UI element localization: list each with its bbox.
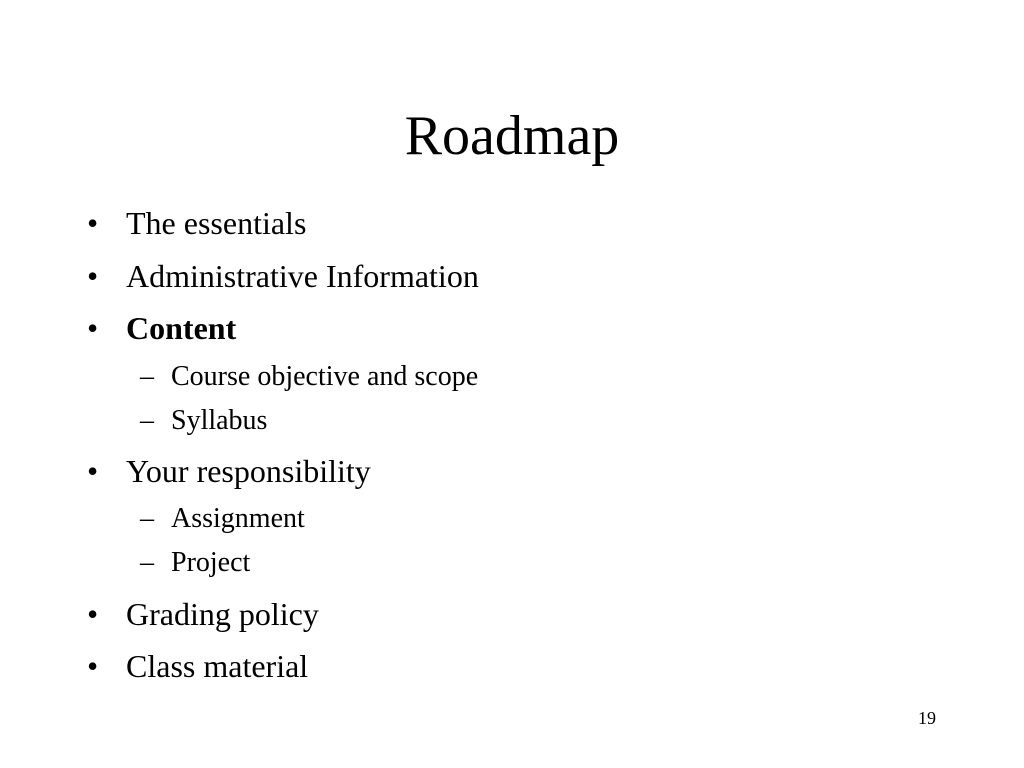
dash-icon: – xyxy=(140,405,154,436)
dash-icon: – xyxy=(140,361,154,392)
bullet-item-label: Class material xyxy=(126,648,309,684)
sub-bullet-item-label: Syllabus xyxy=(171,405,268,436)
sub-bullet-item-label: Assignment xyxy=(171,503,305,534)
slide-title: Roadmap xyxy=(404,105,620,167)
sub-bullet-item-label: Course objective and scope xyxy=(171,361,479,392)
bullet-item-label: Your responsibility xyxy=(126,453,371,489)
bullet-icon: • xyxy=(87,258,99,294)
bullet-item-label: Administrative Information xyxy=(126,258,479,294)
bullet-icon: • xyxy=(87,596,99,632)
page-number: 19 xyxy=(918,708,936,728)
bullet-icon: • xyxy=(87,453,99,489)
bullet-item-label: The essentials xyxy=(126,205,307,241)
bullet-icon: • xyxy=(87,205,99,241)
bullet-item-label: Grading policy xyxy=(126,596,319,632)
bullet-item-label: Content xyxy=(126,310,237,346)
dash-icon: – xyxy=(140,547,154,578)
bullet-icon: • xyxy=(87,648,99,684)
bullet-icon: • xyxy=(87,310,99,346)
dash-icon: – xyxy=(140,503,154,534)
sub-bullet-item-label: Project xyxy=(171,547,251,578)
